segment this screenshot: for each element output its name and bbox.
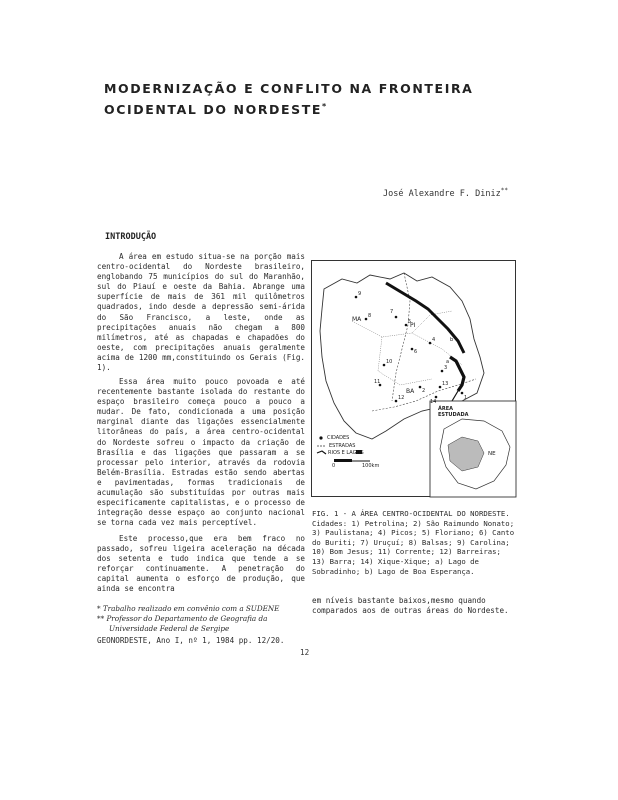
lake-sobradinho xyxy=(450,357,464,391)
state-label-ba: BA xyxy=(406,388,415,395)
right-column-paragraph: em níveis bastante baixos,mesmo quando comparados aos de outras áreas do Nordeste. xyxy=(312,596,509,616)
author-footnote-mark: ** xyxy=(500,187,508,194)
scale-zero: 0 xyxy=(332,463,336,469)
author-name: José Alexandre F. Diniz** xyxy=(383,187,508,199)
roads xyxy=(352,311,462,385)
city-label-2: 2 xyxy=(422,388,426,394)
city-label-14: 14 xyxy=(430,399,437,405)
city-label-6: 6 xyxy=(414,349,418,355)
scale-bar-fill xyxy=(334,459,352,462)
city-label-3: 3 xyxy=(444,365,448,371)
footnotes xyxy=(97,604,307,634)
article-title xyxy=(104,80,473,119)
section-heading: INTRODUÇÃO xyxy=(105,232,157,242)
city-dot-2 xyxy=(419,386,422,389)
legend-estradas: ESTRADAS xyxy=(329,443,356,449)
legend-rios: RIOS E LAGOS xyxy=(328,450,364,456)
footnote-1: * Trabalho realizado em convênio com a SUDENE xyxy=(97,604,280,613)
state-label-pi: PI xyxy=(410,322,416,329)
legend-river-symbol xyxy=(317,451,326,454)
footnote-2: ** Professor do Departamento de Geografia da xyxy=(97,614,268,623)
city-dot-6 xyxy=(411,348,414,351)
scale-label: 100km xyxy=(362,463,380,469)
lake-label-a: a xyxy=(446,359,450,365)
inset-title: ÁREA ESTUDADA xyxy=(438,406,469,418)
map-drawing xyxy=(312,261,517,498)
inset-label-ne: NE xyxy=(488,451,496,457)
city-label-13: 13 xyxy=(442,381,449,387)
city-dot-1 xyxy=(461,392,464,395)
city-label-4: 4 xyxy=(432,337,436,343)
figure-1-map xyxy=(311,260,516,497)
city-dot-8 xyxy=(365,318,368,321)
city-dot-9 xyxy=(355,296,358,299)
legend-cidades: CIDADES xyxy=(327,435,350,441)
city-dot-14 xyxy=(435,396,438,399)
title-line-2: OCIDENTAL DO NORDESTE* xyxy=(104,102,328,118)
city-dot-3 xyxy=(441,370,444,373)
intro-paragraph-1: A área em estudo situa-se na porção mais centro-ocidental do Nordeste brasileiro, englobando 75 municípios do sul do Maranhão, sul do Piauí e oeste da Bahia. Abrange uma superfície de mais de 361 mil quilômetros quadrados, indo desde a depressão semi-árida do São Francisco, a leste, onde as precipitações anuais não chegam a 800 milímetros, até as chapadas e chapadões do oeste, com precipitações anuais geralmente acima de 1200 mm,constituindo os Gerais (Fig. 1). xyxy=(97,252,305,373)
title-footnote-mark: * xyxy=(322,102,328,111)
city-dot-7 xyxy=(395,316,398,319)
city-label-7: 7 xyxy=(390,309,394,315)
city-label-9: 9 xyxy=(358,291,362,297)
city-label-12: 12 xyxy=(398,395,405,401)
page-number: 12 xyxy=(300,648,310,657)
city-dot-13 xyxy=(439,386,442,389)
journal-reference: GEONORDESTE, Ano I, nº 1, 1984 pp. 12/20. xyxy=(97,636,285,645)
city-dot-5 xyxy=(405,324,408,327)
city-label-11: 11 xyxy=(374,379,381,385)
city-label-10: 10 xyxy=(386,359,393,365)
title-line-1: MODERNIZAÇÃO E CONFLITO NA FRONTEIRA xyxy=(104,81,474,96)
city-dot-12 xyxy=(395,400,398,403)
intro-paragraph-3: Este processo,que era bem fraco no passado, sofreu ligeira aceleração na década dos setenta e tudo indica que tende a se reforçar continuamente. A penetração do capital aumenta o esforço de produção, que ainda se encontra xyxy=(97,534,305,594)
city-dot-4 xyxy=(429,342,432,345)
city-label-5: 5 xyxy=(408,319,412,325)
footnote-2-cont: Universidade Federal de Sergipe xyxy=(109,624,230,633)
lake-label-b: b xyxy=(450,337,454,343)
city-label-8: 8 xyxy=(368,313,372,319)
state-label-ma: MA xyxy=(352,316,362,323)
legend-city-symbol xyxy=(319,436,322,439)
city-label-1: 1 xyxy=(464,395,468,401)
figure-caption: FIG. 1 - A ÁREA CENTRO-OCIDENTAL DO NORDESTE. Cidades: 1) Petrolina; 2) São Raimundo Nonato; 3) Paulistana; 4) Picos; 5) Floriano; 6) Canto do Buriti; 7) Uruçuí; 8) Balsas; 9) Carolina; 10) Bom Jesus; 11) Corrente; 12) Barreiras; 13) Barra; 14) Xique-Xique; a) Lago de Sobradinho; b) Lago de Boa Esperança. xyxy=(312,509,515,576)
intro-paragraph-2: Essa área muito pouco povoada e até recentemente bastante isolada do restante do espaço brasileiro começa pouco a pouco a mudar. De fato, condicionada a uma posição marginal diante das ligações essencialmente litorâneas do país, a área centro-ocidental do Nordeste sofreu o impacto da criação de Brasília e das ligações que passaram a se processar pelo interior, através da rodovia Belém-Brasília. Estradas estão sendo abertas e pavimentadas, formas tradicionais de acumulação são substituídas por outras mais especificamente capitalistas, e o processo de integração desse espaço ao conjunto nacional se torna cada vez mais perceptível. xyxy=(97,377,305,528)
city-dot-10 xyxy=(383,364,386,367)
